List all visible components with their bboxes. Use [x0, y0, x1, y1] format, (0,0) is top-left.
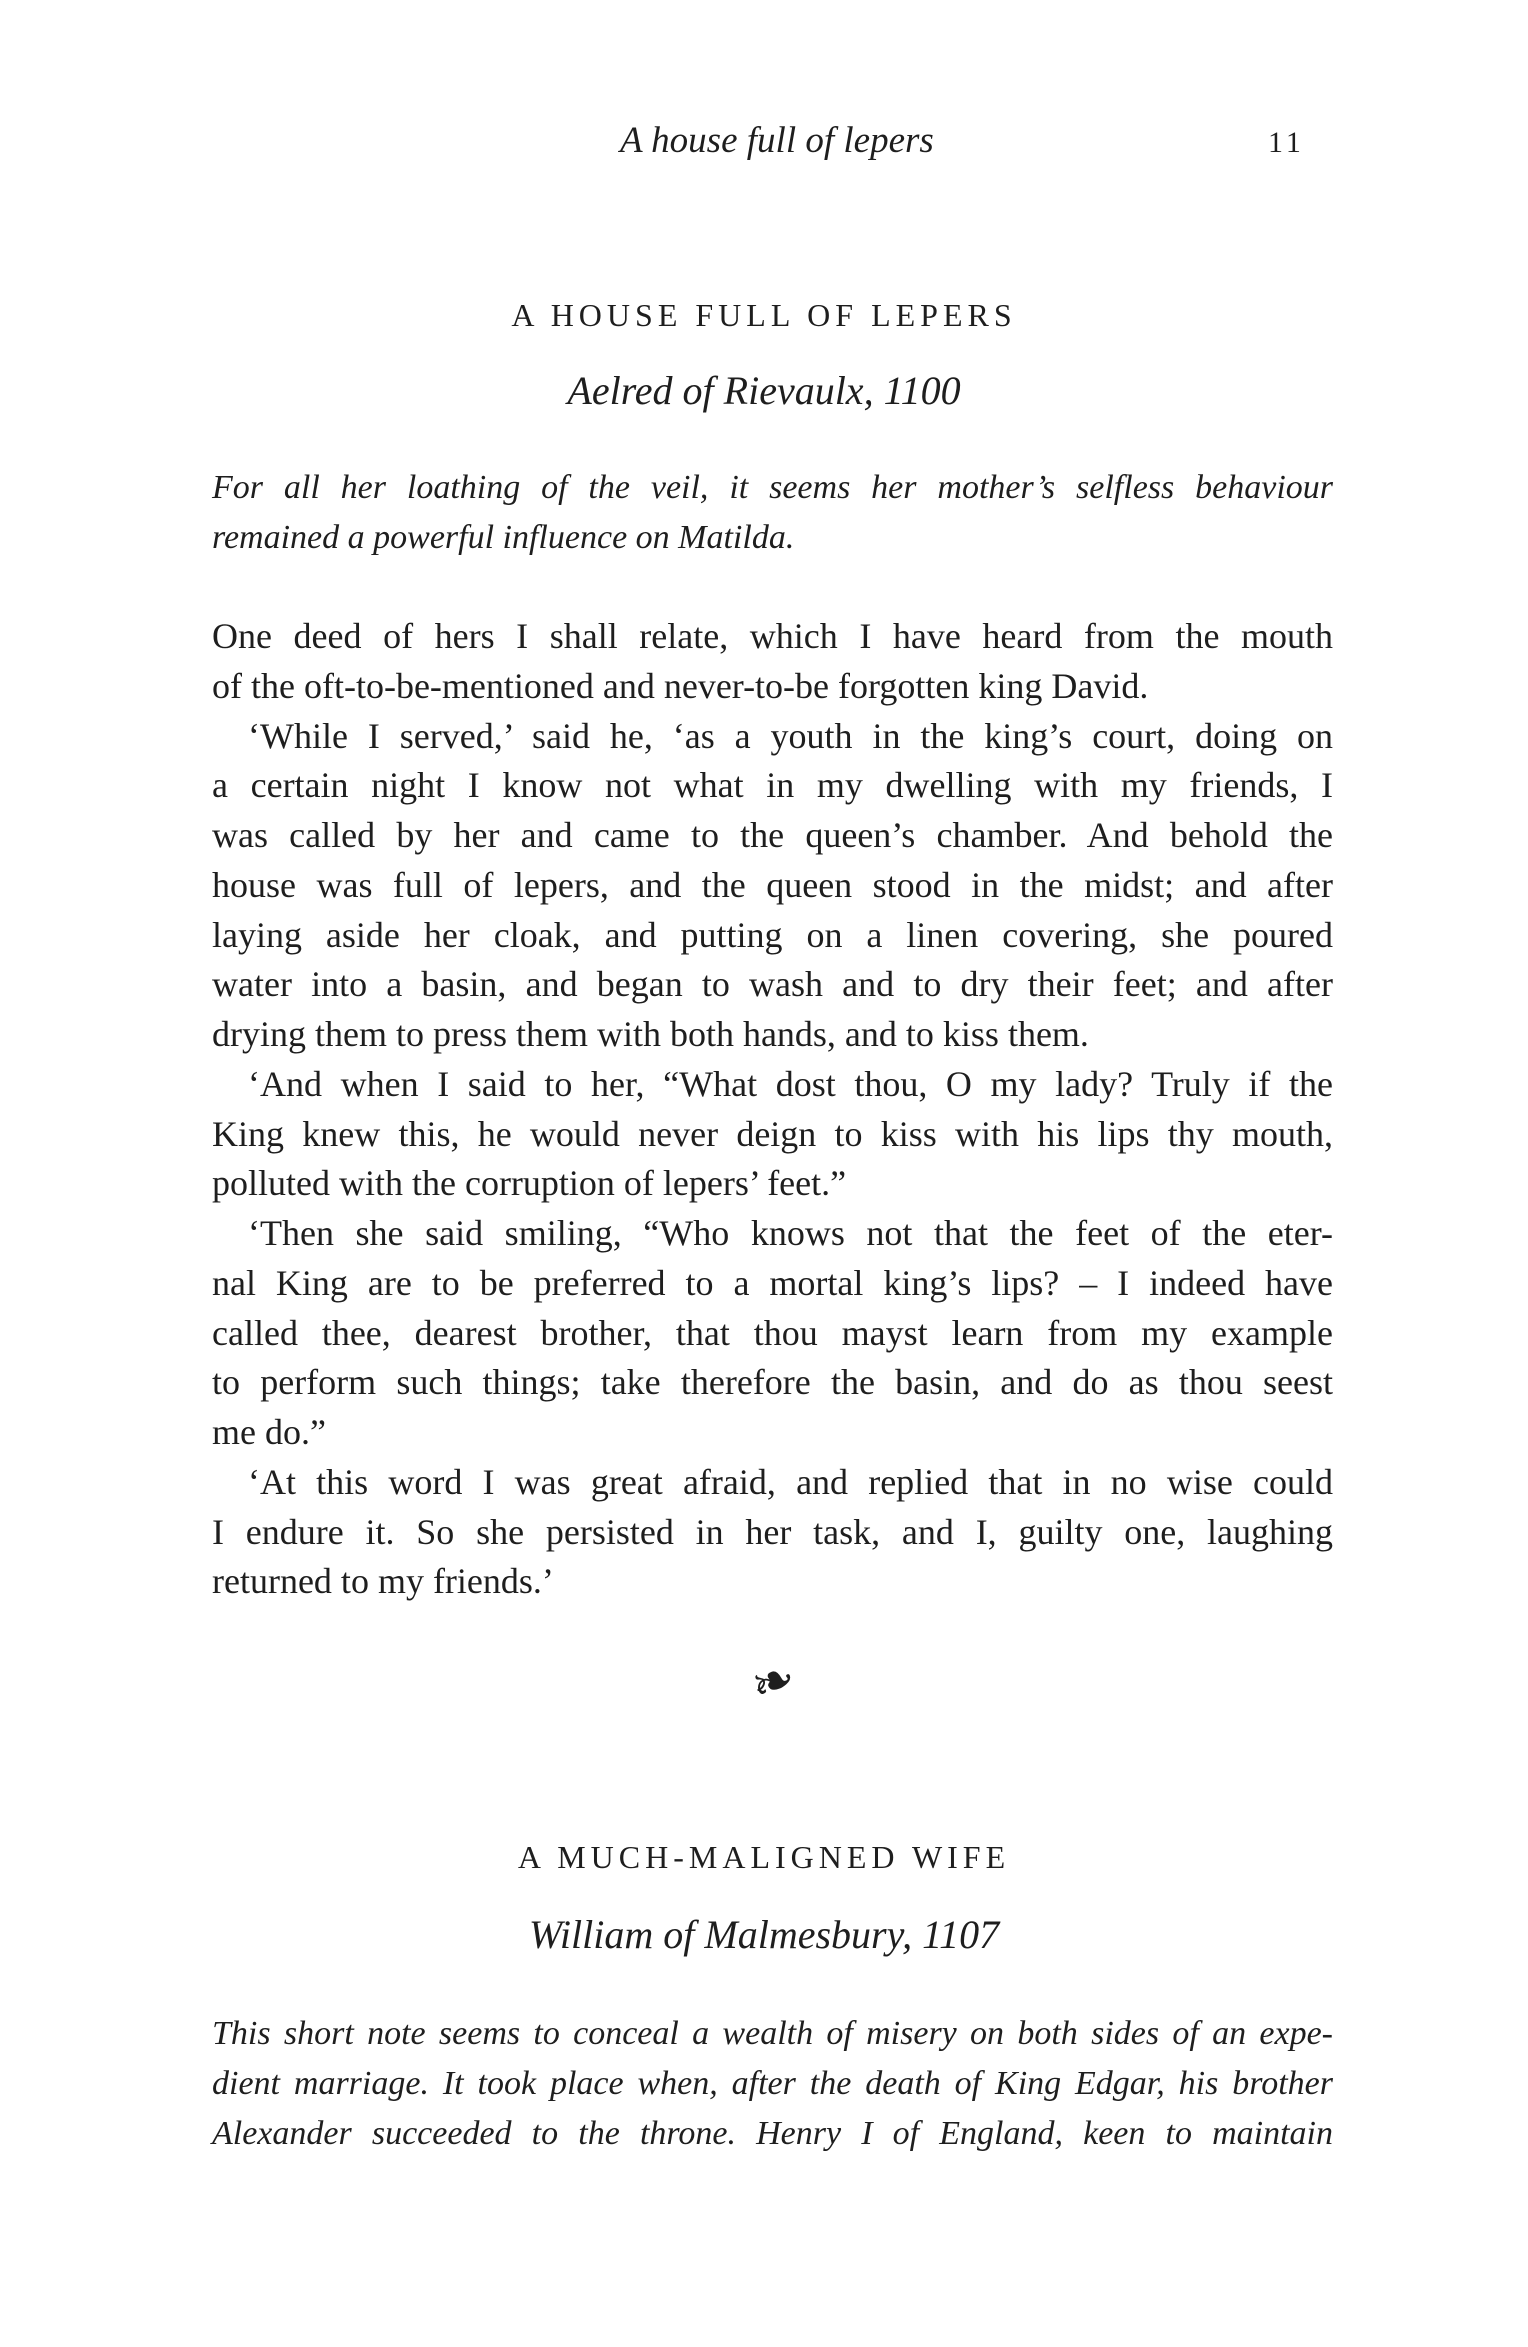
body-line: ‘While I served,’ said he, ‘as a youth in the king’s court, doing on [248, 715, 1333, 756]
body-line: of the oft-to-be-mentioned and never-to-be forgotten king David. [212, 665, 1149, 706]
body-line: King knew this, he would never deign to kiss with his lips thy mouth, [212, 1113, 1333, 1154]
body-line: drying them to press them with both hands, and to kiss them. [212, 1014, 1089, 1054]
running-head-title: A house full of lepers [620, 120, 934, 161]
section-body [212, 612, 1333, 1607]
intro-line: This short note seems to conceal a wealth of misery on both sides of an expe- [212, 2015, 1333, 2052]
body-line: house was full of lepers, and the queen stood in the midst; and after [212, 864, 1333, 905]
body-line: called thee, dearest brother, that thou mayst learn from my example [212, 1312, 1333, 1353]
section-intro [212, 2009, 1333, 2158]
section-author: Aelred of Rievaulx, 1100 [567, 368, 961, 413]
section-title: A MUCH-MALIGNED WIFE [517, 1839, 1011, 1875]
body-line: One deed of hers I shall relate, which I have heard from the mouth [212, 616, 1333, 656]
intro-line: For all her loathing of the veil, it seems her mother’s selfless behaviour [212, 469, 1333, 506]
body-line: was called by her and came to the queen’s chamber. And behold the [212, 815, 1333, 855]
intro-line: Alexander succeeded to the throne. Henry I of England, keen to maintain [212, 2114, 1333, 2152]
body-line: water into a basin, and began to wash and to dry their feet; and after [212, 964, 1333, 1005]
body-line: polluted with the corruption of lepers’ feet.” [212, 1163, 847, 1204]
body-line: a certain night I know not what in my dwelling with my friends, I [212, 765, 1333, 806]
body-line: I endure it. So she persisted in her task, and I, guilty one, laughing [212, 1511, 1333, 1552]
body-line: ‘Then she said smiling, “Who knows not that the feet of the eter- [248, 1213, 1333, 1253]
body-line: ‘And when I said to her, “What dost thou, O my lady? Truly if the [248, 1063, 1333, 1104]
section-title: A HOUSE FULL OF LEPERS [511, 297, 1017, 333]
section-intro [212, 463, 1333, 563]
body-line: to perform such things; take therefore the basin, and do as thou seest [212, 1362, 1333, 1403]
body-line: ‘At this word I was great afraid, and replied that in no wise could [248, 1461, 1333, 1502]
section-author: William of Malmesbury, 1107 [528, 1912, 1000, 1957]
body-line: nal King are to be preferred to a mortal king’s lips? – I indeed have [212, 1262, 1333, 1303]
fleuron-icon: ❧ [743, 1648, 804, 1717]
body-line: returned to my friends.’ [212, 1561, 554, 1602]
body-line: me do.” [212, 1412, 326, 1452]
intro-line: remained a powerful influence on Matilda. [212, 518, 795, 556]
page-number: 11 [1268, 126, 1305, 159]
intro-line: dient marriage. It took place when, after the death of King Edgar, his brother [212, 2064, 1333, 2102]
body-line: laying aside her cloak, and putting on a linen covering, she poured [212, 914, 1333, 955]
